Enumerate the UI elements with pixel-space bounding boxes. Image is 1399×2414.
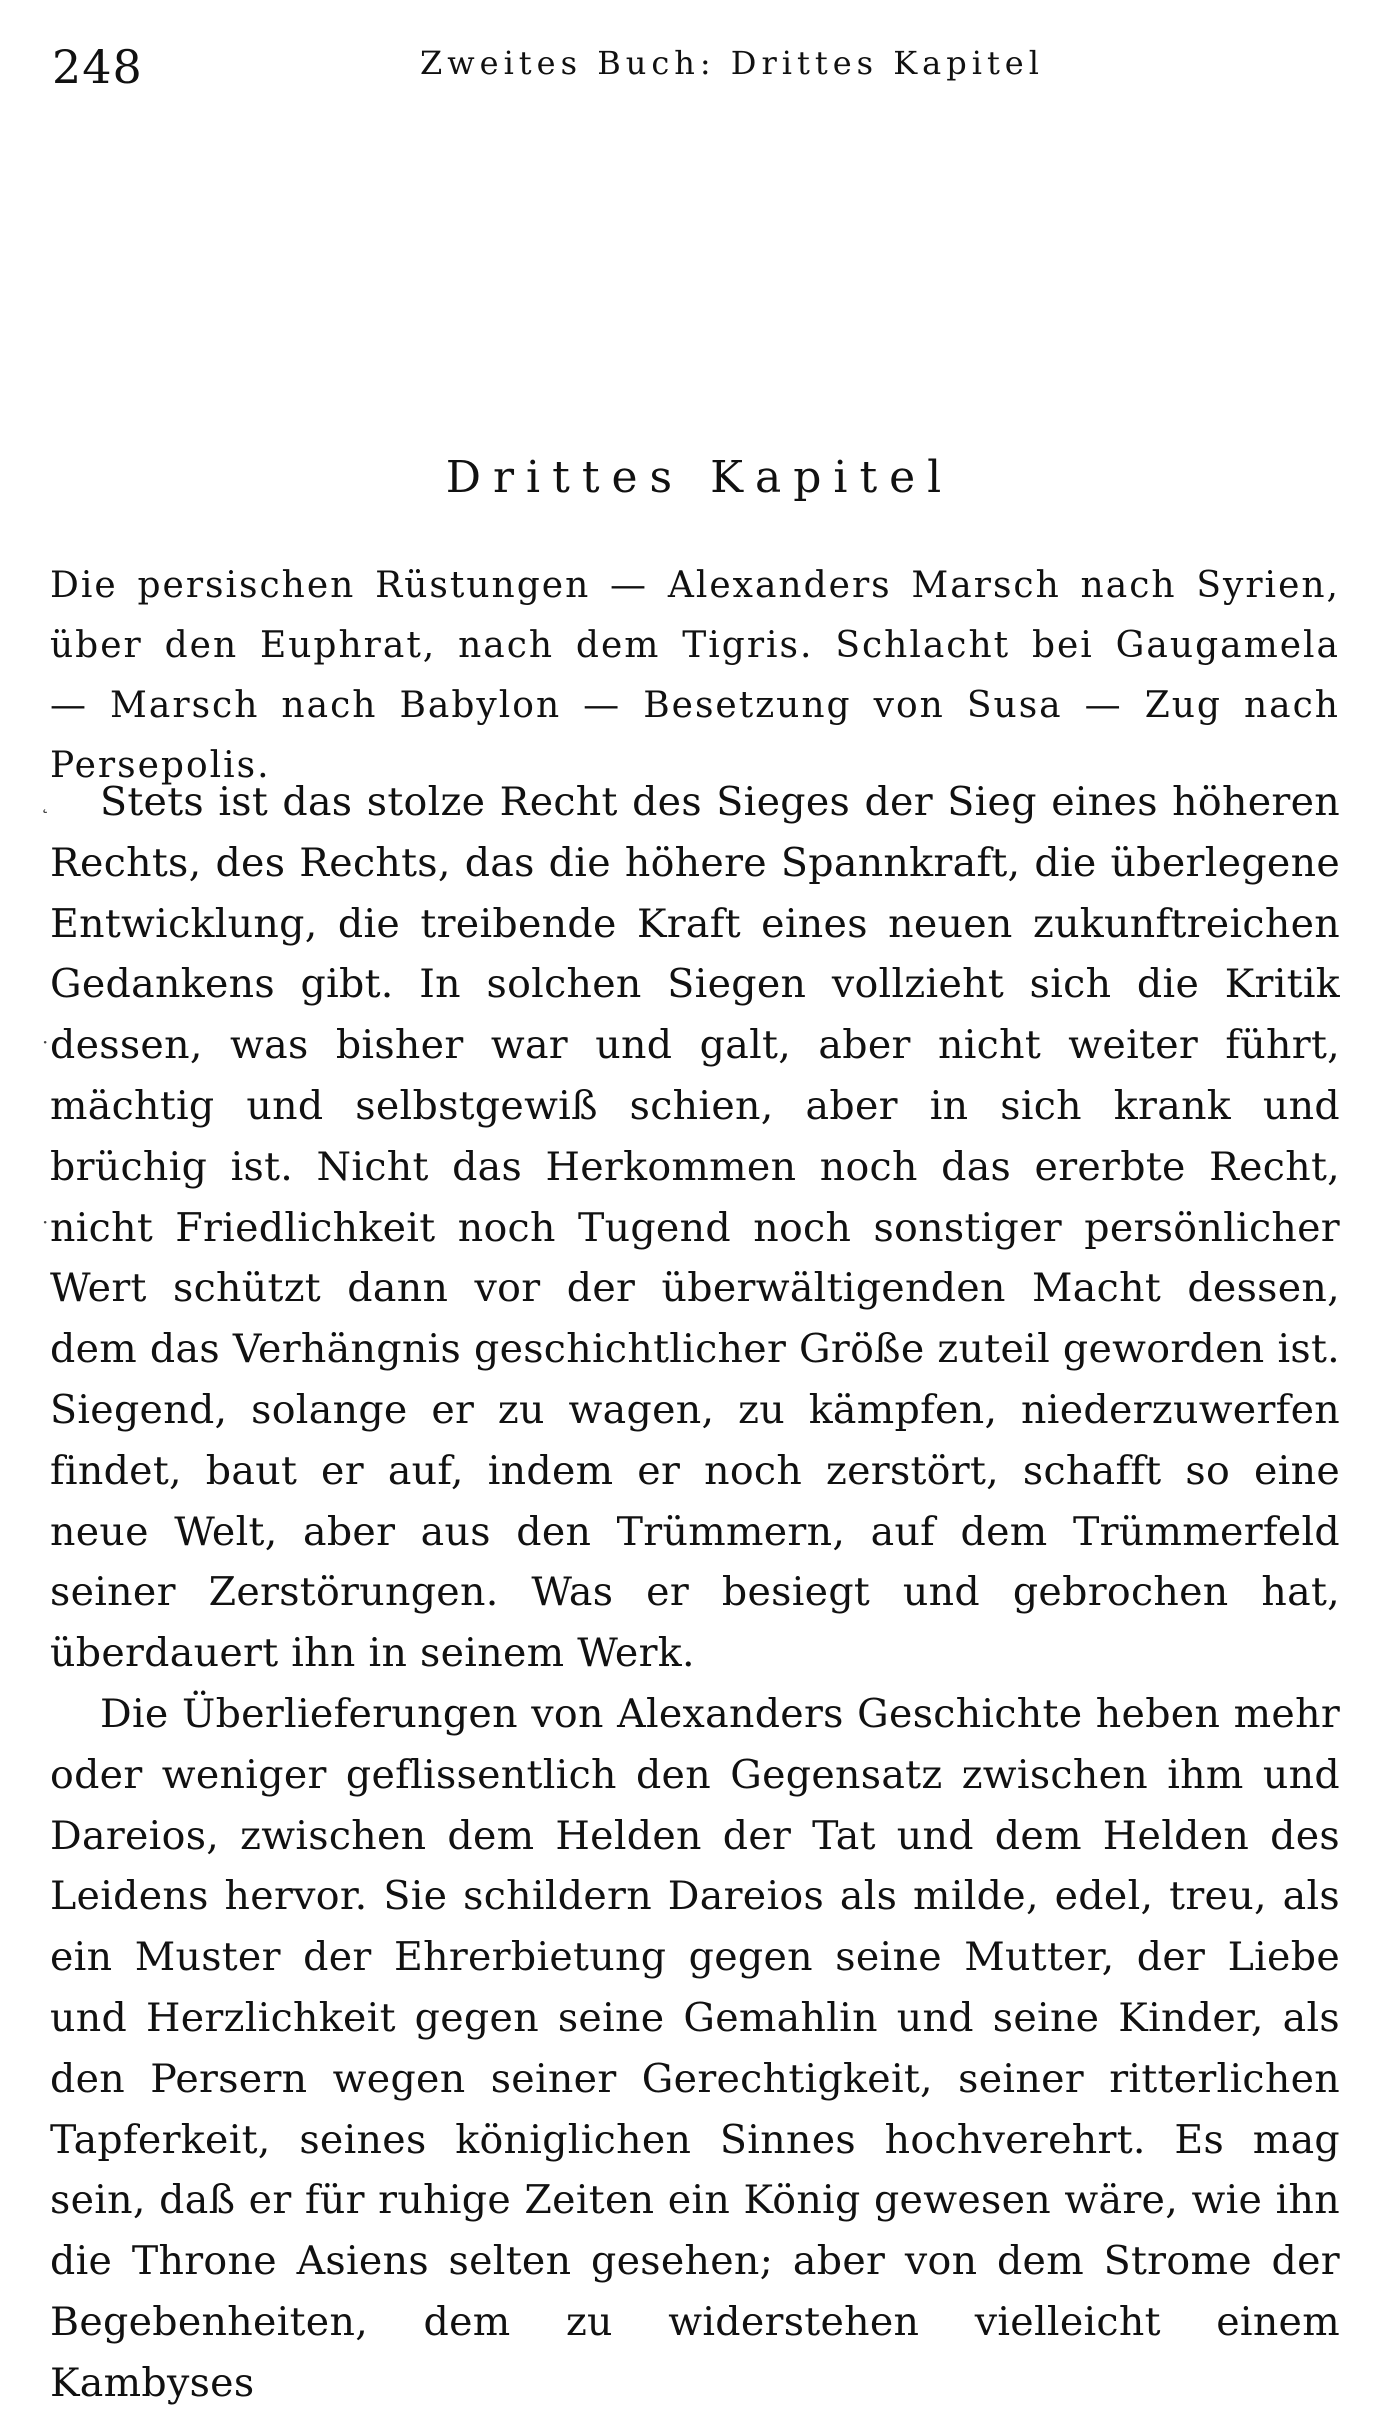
paragraph-2: Die Überlieferungen von Alexanders Geschichte heben mehr oder weniger geflissentlich den Gegensatz zwischen ihm und Dareios, zwischen dem Helden der Tat und dem Helden des Leidens hervor. Sie schildern Dareios als milde, edel, treu, als ein Muster der Ehrerbietung gegen seine Mutter, der Liebe und Herzlichkeit gegen seine Gemahlin und seine Kinder, als den Persern wegen seiner Gerechtigkeit, seiner ritterlichen Tapferkeit, seines königlichen Sinnes hochverehrt. Es mag sein, daß er für ruhige Zeiten ein König gewesen wäre, wie ihn die Throne Asiens selten gesehen; aber von dem Strome der Begebenheiten, dem zu widerstehen vielleicht einem Kambyses bbox=[50, 1690, 1340, 2406]
page-number: 248 bbox=[52, 40, 143, 94]
margin-speck: ˛ bbox=[40, 790, 50, 814]
body-text bbox=[50, 772, 1340, 2414]
chapter-title: Drittes Kapitel bbox=[445, 452, 954, 503]
paragraph-1: Stets ist das stolze Recht des Sieges der Sieg eines höheren Rechts, des Rechts, das die höhere Spannkraft, die überlegene Entwicklung, die treibende Kraft eines neuen zukunftreichen Gedankens gibt. In solchen Siegen vollzieht sich die Kritik dessen, was bisher war und galt, aber nicht weiter führt, mächtig und selbstgewiß schien, aber in sich krank und brüchig ist. Nicht das Herkommen noch das ererbte Recht, nicht Friedlichkeit noch Tugend noch sonstiger persönlicher Wert schützt dann vor der überwältigenden Macht dessen, dem das Verhängnis geschichtlicher Größe zuteil geworden ist. Siegend, solange er zu wagen, zu kämpfen, niederzuwerfen findet, baut er auf, indem er noch zerstört, schafft so eine neue Welt, aber aus den Trümmern, auf dem Trümmerfeld seiner Zerstörungen. Was er besiegt und gebrochen hat, überdauert ihn in seinem Werk. bbox=[50, 779, 1340, 1677]
margin-speck: · bbox=[42, 1030, 49, 1054]
running-head: Zweites Buch: Drittes Kapitel bbox=[420, 44, 1044, 82]
chapter-summary: Die persischen Rüstungen — Alexanders Marsch nach Syrien, über den Euphrat, nach dem Tigris. Schlacht bei Gaugamela — Marsch nach Babylon — Besetzung von Susa — Zug nach Persepolis. bbox=[50, 565, 1340, 786]
margin-speck: · bbox=[42, 1210, 49, 1234]
